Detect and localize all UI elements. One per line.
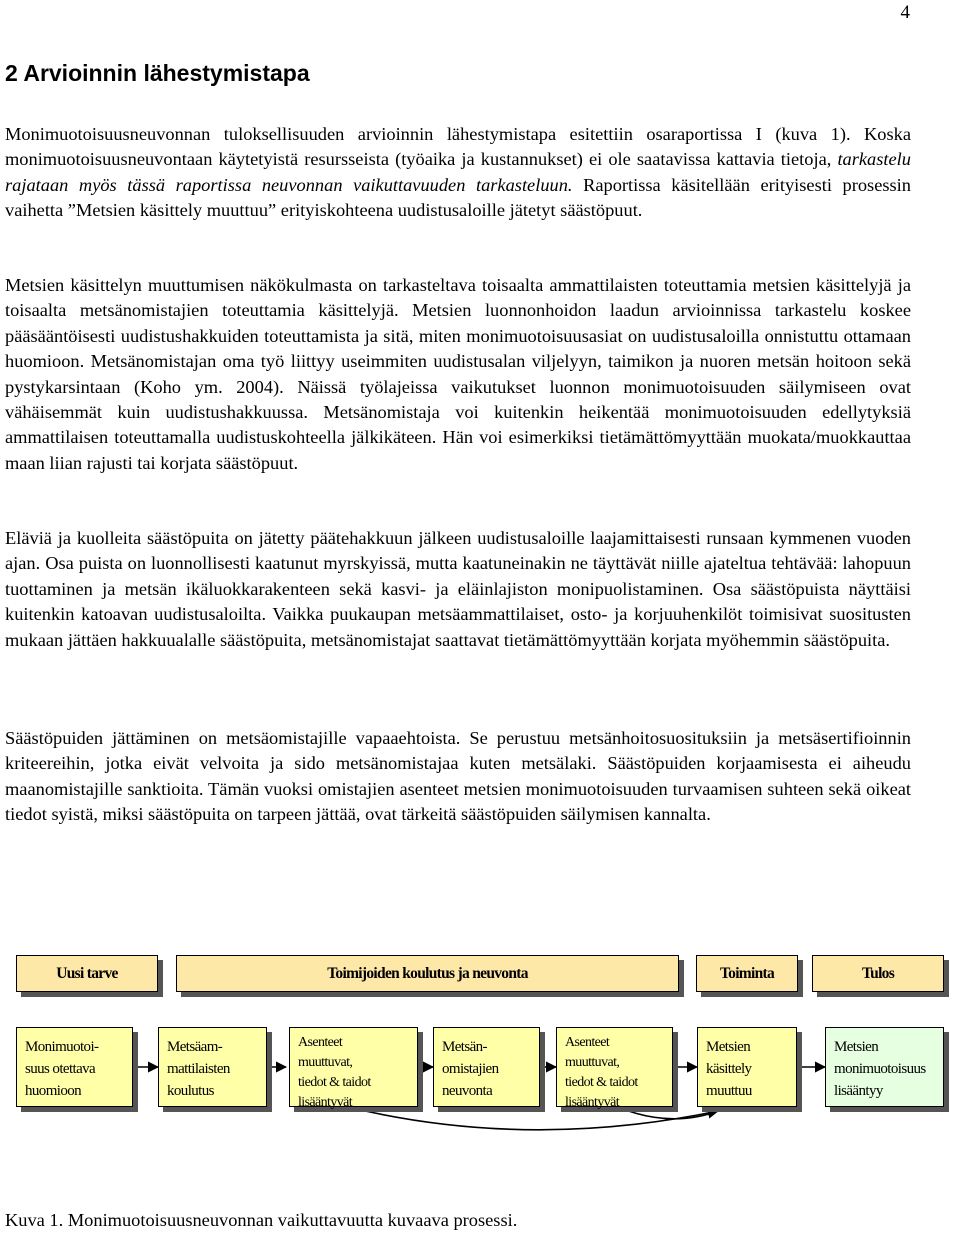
box-2-label: Metsäam- mattilaisten koulutus	[167, 1039, 230, 1099]
box-6-label: Metsien käsittely muuttuu	[706, 1039, 752, 1099]
box-owner-advice	[433, 1027, 540, 1107]
paragraph-1-italic: tarkastelu rajataan myös tässä raportissa neuvonnan vaikuttavuuden tarkasteluun.	[5, 149, 911, 195]
paragraph-1	[5, 122, 911, 224]
box-professional-training	[158, 1027, 267, 1107]
paragraph-1-part-a: Monimuotoisuusneuvonnan tuloksellisuuden arvioinnin lähestymistapa esitettiin osaraportissa I (kuva 1). Koska monimuotoisuusneuvontaan käytetyistä resursseista (työaika ja kustannukset) ei ole saatavissa kattavia tietoja,	[5, 124, 911, 170]
box-biodiversity-considered	[16, 1027, 133, 1107]
paragraph-1-part-c: Raportissa käsitellään erityisesti prosessin vaihetta ”Metsien käsittely muuttuu” erityiskohteena uudistusaloille jätetyt säästöpuut.	[5, 174, 911, 221]
box-forest-treatment-changes	[697, 1027, 797, 1107]
box-1-label: Monimuotoi- suus otettava huomioon	[25, 1039, 99, 1099]
section-heading: 2 Arvioinnin lähestymistapa	[5, 60, 310, 86]
box-attitudes-change-1	[289, 1027, 418, 1110]
box-5-label: Asenteet muuttuvat, tiedot & taidot lisääntyvät	[565, 1035, 638, 1110]
box-biodiversity-increases	[825, 1027, 944, 1107]
header-activity: Toiminta	[696, 955, 798, 992]
process-diagram	[0, 940, 960, 1140]
paragraph-2: Metsien käsittelyn muuttumisen näkökulmasta on tarkasteltava toisaalta ammattilaisten toteuttamia metsien käsittelyjä ja toisaalta metsänomistajien toteuttamia käsittelyjä. Metsien luonnonhoidon laadun arvioinnissa tarkastelu koskee pääsääntöisesti uudistushakkuiden toteuttamista ja sitä, miten monimuotoisuusasiat on uudistusaloilla onnistuttu ottamaan huomioon. Metsänomistajan oma työ liittyy useimmiten uudistusalan viljelyyn, taimikon ja nuoren metsän hoitoon sekä pystykarsintaan (Koho ym. 2004). Näissä työlajeissa vaikutukset luonnon monimuotoisuuden säilymiseen ovat vähäisemmät kuin uudistushakkuussa. Metsänomistaja voi kuitenkin heikentää monimuotoisuuden edellytyksiä ammattilaisen toteuttamalla uudistuskohteella jälkikäteen. Hän voi esimerkiksi tietämättömyyttään muokata/muokkauttaa maan liian rajusti tai korjata säästöpuut.	[5, 275, 911, 473]
header-new-need: Uusi tarve	[16, 955, 158, 992]
page-number: 4	[900, 2, 910, 23]
paragraph-3: Eläviä ja kuolleita säästöpuita on jätetty päätehakkuun jälkeen uudistusaloille laajamittaisesti runsaan kymmenen vuoden ajan. Osa puista on luonnollisesti kaatunut myrskyissä, mutta kaatuneinakin ne täyttävät niille ajateltua tehtävää: lahopuun tuottaminen ja metsän ikäluokkarakenteen sekä kasvi- ja eläinlajiston monipuolistaminen. Osa säästöpuista näyttäisi kuitenkin katoavan uudistusaloilta. Vaikka puukaupan metsäammattilaiset, osto- ja korjuuhenkilöt toimisivat suositusten mukaan jättäen hakkuualalle säästöpuita, metsänomistajat saattavat tietämättömyyttään korjata myöhemmin säästöpuita.	[5, 528, 911, 650]
box-3-label: Asenteet muuttuvat, tiedot & taidot lisääntyvät	[298, 1035, 371, 1110]
box-4-label: Metsän- omistajien neuvonta	[442, 1039, 499, 1099]
header-training-advice: Toimijoiden koulutus ja neuvonta	[176, 955, 679, 992]
figure-caption: Kuva 1. Monimuotoisuusneuvonnan vaikuttavuutta kuvaava prosessi.	[5, 1210, 518, 1230]
paragraph-4: Säästöpuiden jättäminen on metsäomistajille vapaaehtoista. Se perustuu metsänhoitosuosituksiin ja metsäsertifioinnin kriteereihin, jotka eivät velvoita ja sido metsänomistajaa kuten metsälaki. Säästöpuiden korjaamisesta ei aiheudu maanomistajille sanktioita. Tämän vuoksi omistajien asenteet metsien monimuotoisuuden turvaamisen suhteen sekä oikeat tiedot syistä, miksi säästöpuita on tarpeen jättää, ovat tärkeitä säästöpuiden säilymisen kannalta.	[5, 728, 911, 825]
box-attitudes-change-2	[556, 1027, 673, 1110]
header-result: Tulos	[812, 955, 944, 992]
box-7-label: Metsien monimuotoisuus lisääntyy	[834, 1039, 926, 1099]
